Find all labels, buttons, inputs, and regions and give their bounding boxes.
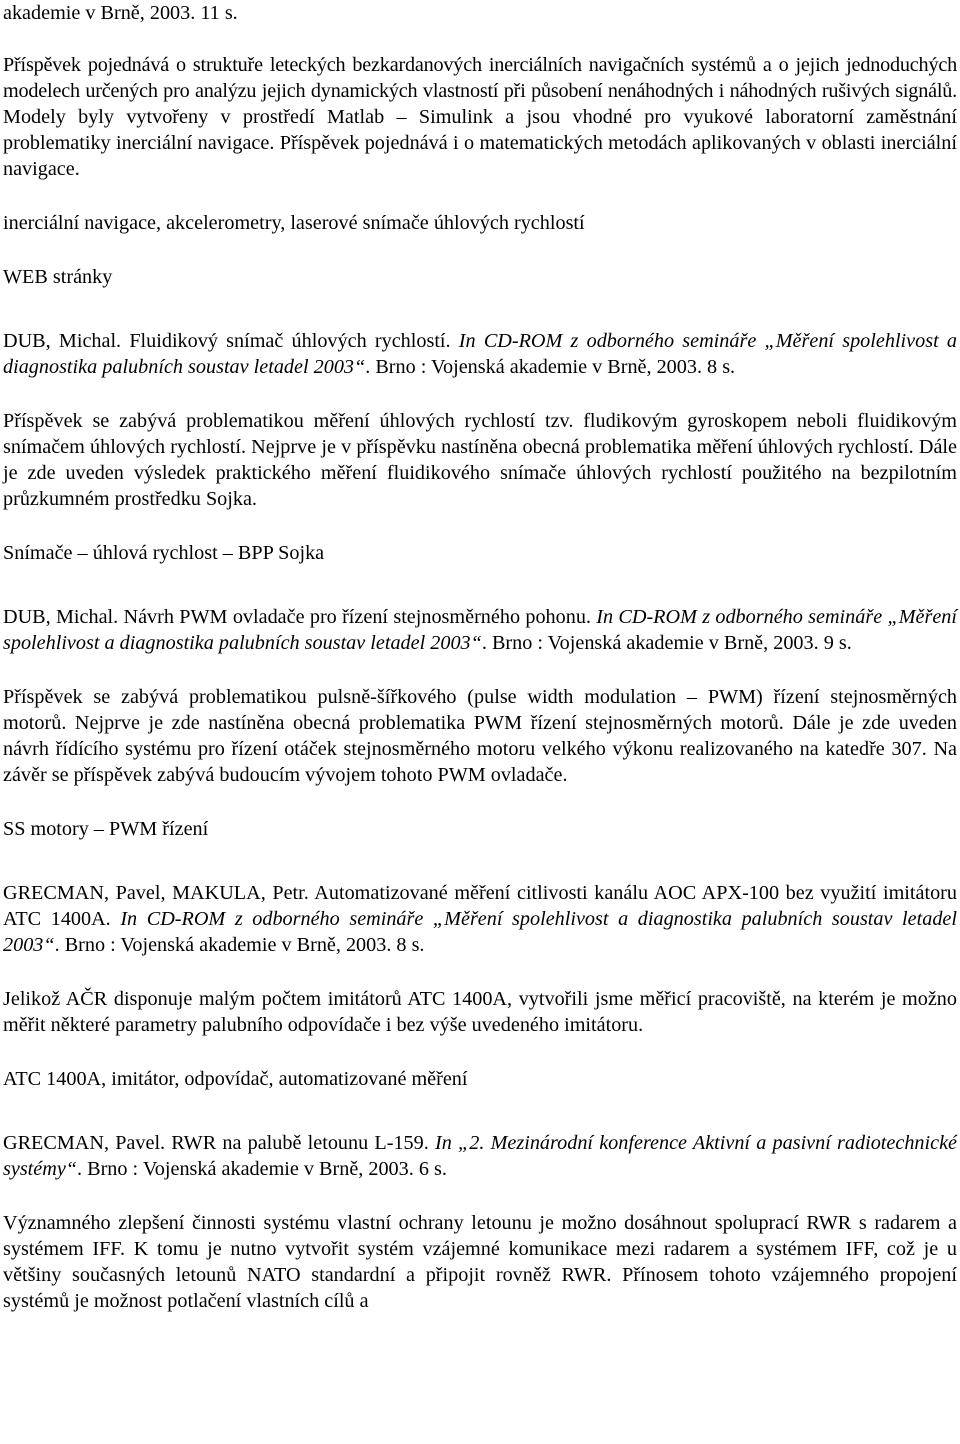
citation-authors-title: DUB, Michal. Fluidikový snímač úhlových rychlostí. <box>3 330 459 352</box>
entry-extra: WEB stránky <box>3 266 113 288</box>
abstract-part: Příspěvek pojednává o struktuře leteckých bezkardanových inerciálních navigačních systémů a o jejich jednoduchých modelech určených pro analýzu jejich dynamických vlastností při působení nenáhodných i náhodných rušivých signálů. <box>3 54 957 102</box>
citation-publisher: . Brno : Vojenská akademie v Brně, 2003. 8 s. <box>365 356 736 378</box>
abstract-part: Modely byly vytvořeny v prostředí Matlab – Simulink a jsou vhodné pro vyukové laboratorní zaměstnání problematiky inerciální navigace. Příspěvek pojednává i o matematických metodách aplikovaných v oblasti inerciální navigace. <box>3 106 957 180</box>
citation-publisher: . Brno : Vojenská akademie v Brně, 2003. 6 s. <box>77 1158 447 1180</box>
entry-citation <box>3 328 957 380</box>
citation-publisher: . Brno : Vojenská akademie v Brně, 2003. 9 s. <box>481 632 852 654</box>
entry-abstract <box>3 52 957 182</box>
citation-source: In CD-ROM z odborného semináře „Měření spolehlivost a diagnostika palubních soustav letadel 2003“ <box>3 606 957 654</box>
citation-source: In „2. Mezinárodní konference Aktivní a pasivní radiotechnické systémy“ <box>3 1132 958 1180</box>
entry-keywords: inerciální navigace, akcelerometry, laserové snímače úhlových rychlostí <box>3 212 585 234</box>
citation-publisher: . Brno : Vojenská akademie v Brně, 2003. 8 s. <box>54 934 425 956</box>
entry-abstract: Příspěvek se zabývá problematikou pulsně-šířkového (pulse width modulation – PWM) řízení stejnosměrných motorů. Nejprve je zde nastíněna obecná problematika PWM řízení stejnosměrných motorů. Dále je zde uveden návrh řídícího systému pro řízení otáček stejnosměrného motoru velkého výkonu realizovaného na katedře 307. Na závěr se příspěvek zabývá budoucím vývojem tohoto PWM ovladače. <box>3 686 957 786</box>
entry-abstract: Významného zlepšení činnosti systému vlastní ochrany letounu je možno dosáhnout spoluprací RWR s radarem a systémem IFF. K tomu je nutno vytvořit systém vzájemné komunikace mezi radarem a systémem IFF, což je u většiny současných letounů NATO standardní a připojit rovněž RWR. Přínosem tohoto vzájemného propojení systémů je možnost potlačení vlastních cílů a <box>3 1212 957 1312</box>
entry-keywords: SS motory – PWM řízení <box>3 818 209 840</box>
entry-citation <box>3 880 957 958</box>
citation-authors-title: GRECMAN, Pavel, MAKULA, Petr. Automatizované měření citlivosti kanálu AOC APX-100 bez využití imitátoru ATC 1400A. <box>3 882 957 930</box>
citation-authors-title: DUB, Michal. Návrh PWM ovladače pro řízení stejnosměrného pohonu. <box>3 606 597 628</box>
entry-citation <box>3 604 957 656</box>
citation-authors-title: GRECMAN, Pavel. RWR na palubě letounu L-159. <box>3 1132 435 1154</box>
entry-keywords: Snímače – úhlová rychlost – BPP Sojka <box>3 542 325 564</box>
entry-citation <box>3 1130 957 1182</box>
entry-abstract: Příspěvek se zabývá problematikou měření úhlových rychlostí tzv. fludikovým gyroskopem neboli fluidikovým snímačem úhlových rychlostí. Nejprve je v příspěvku nastíněna obecná problematika měření úhlových rychlostí. Dále je zde uveden výsledek praktického měření fluidikového snímače úhlových rychlostí použitého na bezpilotním průzkumném prostředku Sojka. <box>3 410 957 510</box>
citation-source: In CD-ROM z odborného semináře „Měření spolehlivost a diagnostika palubních soustav letadel 2003“ <box>3 330 957 378</box>
entry-continuation: akademie v Brně, 2003. 11 s. <box>3 2 238 24</box>
entry-keywords: ATC 1400A, imitátor, odpovídač, automatizované měření <box>3 1068 468 1090</box>
document-page <box>3 0 957 1342</box>
citation-source: In CD-ROM z odborného semináře „Měření spolehlivost a diagnostika palubních soustav letadel 2003“ <box>3 908 957 956</box>
entry-abstract: Jelikož AČR disponuje malým počtem imitátorů ATC 1400A, vytvořili jsme měřicí pracoviště, na kterém je možno měřit některé parametry palubního odpovídače i bez výše uvedeného imitátoru. <box>3 988 957 1036</box>
